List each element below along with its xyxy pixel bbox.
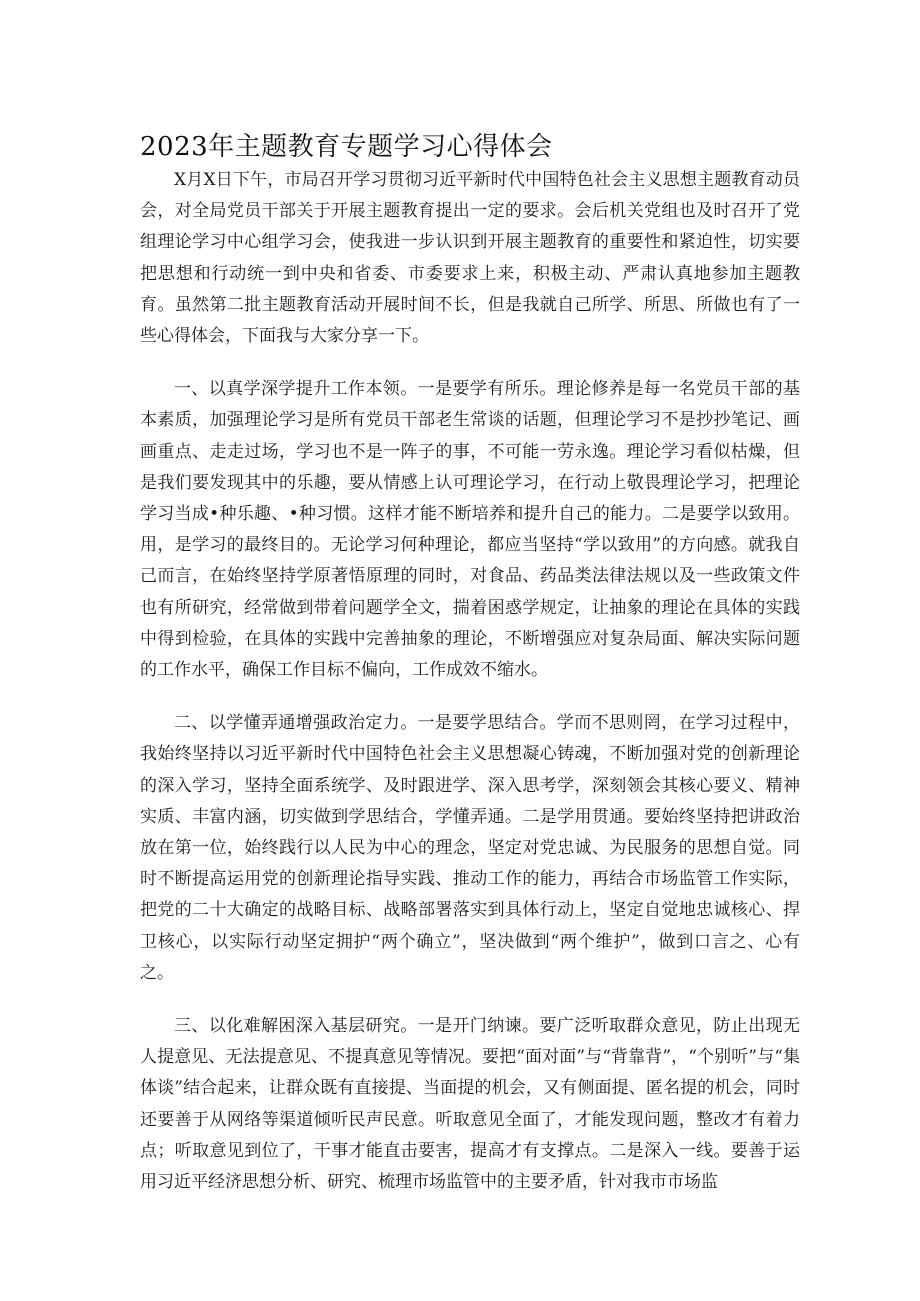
paragraph-section-2: 二、以学懂弄通增强政治定力。一是要学思结合。学而不思则罔，在学习过程中，我始终坚持以习近平新时代中国特色社会主义思想凝心铸魂，不断加强对党的创新理论的深入学习，坚持全面系统学、及时跟进学、深入思考学，深刻领会其核心要义、精神实质、丰富内涵，切实做到学思结合，学懂弄通。二是学用贯通。要始终坚持把讲政治放在第一位，始终践行以人民为中心的理念，坚定对党忠诚、为民服务的思想自觉。同时不断提高运用党的创新理论指导实践、推动工作的能力，再结合市场监管工作实际，把党的二十大确定的战略目标、战略部署落实到具体行动上，坚定自觉地忠诚核心、捍卫核心，以实际行动坚定拥护“两个确立”，坚决做到“两个维护”，做到口言之、心有之。 (140, 713, 800, 983)
paragraph-section-1: 一、以真学深学提升工作本领。一是要学有所乐。理论修养是每一名党员干部的基本素质，加强理论学习是所有党员干部老生常谈的话题，但理论学习不是抄抄笔记、画画重点、走走过场，学习也不是一阵子的事，不可能一劳永逸。理论学习看似枯燥，但是我们要发现其中的乐趣，要从情感上认可理论学习，在行动上敬畏理论学习，把理论学习当成•种乐趣、•种习惯。这样才能不断培养和提升自己的能力。二是要学以致用。用，是学习的最终目的。无论学习何种理论，都应当坚持“学以致用”的方向感。就我自己而言，在始终坚持学原著悟原理的同时，对食品、药品类法律法规以及一些政策文件也有所研究，经常做到带着问题学全文，揣着困惑学规定，让抽象的理论在具体的实践中得到检验，在具体的实践中完善抽象的理论，不断增强应对复杂局面、解决实际问题的工作水平，确保工作目标不偏向，工作成效不缩水。 (140, 379, 800, 681)
document-body (140, 165, 800, 1220)
document-title: 2023年主题教育专题学习心得体会 (140, 132, 553, 162)
paragraph-section-3: 三、以化难解困深入基层研究。一是开门纳谏。要广泛听取群众意见，防止出现无人提意见、无法提意见、不提真意见等情况。要把“面对面”与“背靠背”，“个别听”与“集体谈”结合起来，让群众既有直接提、当面提的机会，又有侧面提、匿名提的机会，同时还要善于从网络等渠道倾听民声民意。听取意见全面了，才能发现问题，整改才有着力点；听取意见到位了，干事才能直击要害，提高才有支撑点。二是深入一线。要善于运用习近平经济思想分析、研究、梳理市场监管中的主要矛盾，针对我市市场监 (140, 1016, 800, 1193)
paragraph-intro: X月X日下午，市局召开学习贯彻习近平新时代中国特色社会主义思想主题教育动员会，对全局党员干部关于开展主题教育提出一定的要求。会后机关党组也及时召开了党组理论学习中心组学习会，使我进一步认识到开展主题教育的重要性和紧迫性，切实要把思想和行动统一到中央和省委、市委要求上来，积极主动、严肃认真地参加主题教育。虽然第二批主题教育活动开展时间不长，但是我就自己所学、所思、所做也有了一些心得体会，下面我与大家分享一下。 (140, 170, 800, 347)
